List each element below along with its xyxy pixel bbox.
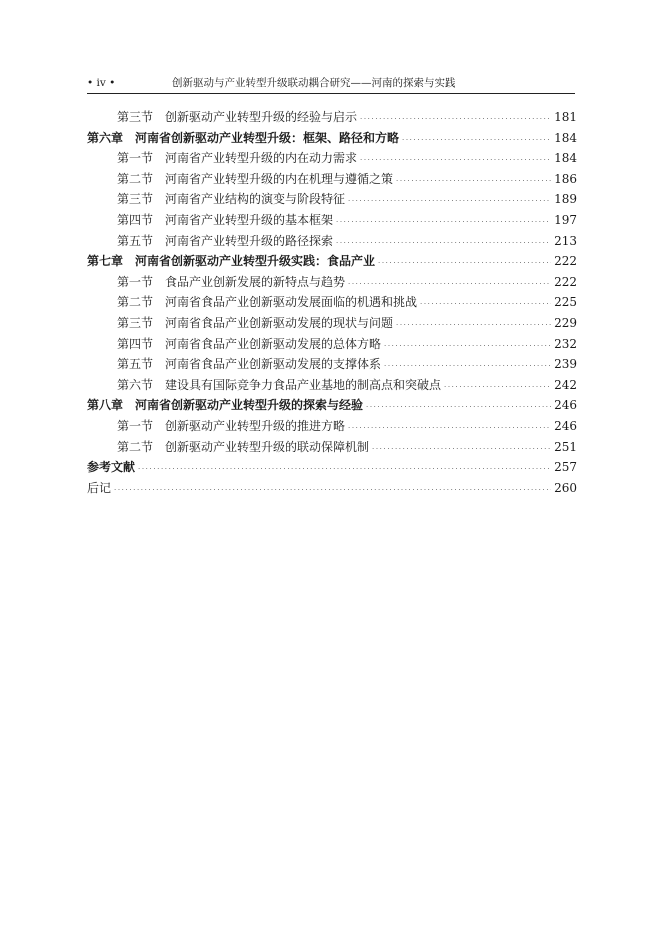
- toc-entry-title: 河南省食品产业创新驱动发展面临的机遇和挑战: [165, 295, 418, 310]
- toc-entry-page-number: 184: [554, 130, 577, 145]
- toc-section-entry: [87, 169, 577, 190]
- dot-leader: [114, 480, 551, 501]
- toc-entry-title: 河南省产业转型升级的路径探索: [165, 233, 334, 248]
- toc-entry-page-number: 197: [554, 212, 577, 227]
- toc-entry-page-number: 225: [554, 295, 577, 310]
- toc-entry-number: 第六章: [87, 130, 124, 145]
- toc-entry-page-number: 181: [554, 110, 577, 124]
- toc-entry-number: 第四节: [117, 212, 154, 227]
- toc-entry-page-number: 251: [554, 439, 577, 454]
- toc-entry-page-number: 184: [554, 151, 577, 166]
- toc-entry-page-number: 246: [554, 418, 577, 433]
- toc-entry-title: 河南省食品产业创新驱动发展的总体方略: [165, 336, 382, 351]
- toc-entry-page-number: 222: [554, 254, 577, 269]
- toc-section-entry: [87, 189, 577, 210]
- dot-leader: [396, 315, 551, 336]
- toc-entry-title: 河南省产业转型升级的基本框架: [165, 212, 334, 227]
- toc-entry-title: 河南省食品产业创新驱动发展的支撑体系: [165, 357, 382, 372]
- table-of-contents: [87, 107, 577, 498]
- toc-entry-page-number: 239: [554, 357, 577, 372]
- toc-entry-title: 食品产业创新发展的新特点与趋势: [165, 274, 346, 289]
- dot-leader: [360, 150, 551, 171]
- toc-entry-number: 第六节: [117, 377, 154, 392]
- toc-entry-page-number: 186: [554, 171, 577, 186]
- dot-leader: [366, 397, 551, 418]
- dot-leader: [360, 109, 551, 130]
- toc-section-entry: [87, 210, 577, 231]
- toc-entry-number: 第一节: [117, 151, 154, 166]
- toc-section-entry: [87, 437, 577, 458]
- toc-entry-number: 第三节: [117, 192, 154, 207]
- toc-entry-title: 河南省食品产业创新驱动发展的现状与问题: [165, 315, 394, 330]
- toc-entry-page-number: 257: [554, 460, 577, 475]
- toc-entry-number: 第三节: [117, 315, 154, 330]
- toc-entry-page-number: 242: [554, 377, 577, 392]
- toc-entry-number: 第一节: [117, 274, 154, 289]
- toc-entry-number: 第二节: [117, 171, 154, 186]
- dot-leader: [336, 212, 551, 233]
- toc-entry-title: 河南省产业转型升级的内在机理与遵循之策: [165, 171, 394, 186]
- toc-entry-title: 河南省产业转型升级的内在动力需求: [165, 151, 358, 166]
- toc-entry-number: 第三节: [117, 110, 154, 124]
- toc-chapter-entry: [87, 457, 577, 478]
- toc-chapter-entry: [87, 128, 577, 149]
- toc-entry-number: 第八章: [87, 398, 124, 413]
- toc-entry-page-number: 246: [554, 398, 577, 413]
- toc-entry-title: 河南省创新驱动产业转型升级的探索与经验: [135, 398, 364, 413]
- toc-entry-number: 第二节: [117, 439, 154, 454]
- toc-entry-title: 建设具有国际竞争力食品产业基地的制高点和突破点: [165, 377, 442, 392]
- toc-section-entry: [87, 334, 577, 355]
- toc-entry: [87, 478, 577, 499]
- dot-leader: [420, 294, 551, 315]
- book-title: 创新驱动与产业转型升级联动耦合研究——河南的探索与实践: [172, 77, 456, 89]
- dot-leader: [372, 439, 551, 460]
- toc-entry-number: 第四节: [117, 336, 154, 351]
- dot-leader: [348, 418, 551, 439]
- toc-entry-number: 第五节: [117, 233, 154, 248]
- toc-entry-title: 河南省产业结构的演变与阶段特征: [165, 192, 346, 207]
- dot-leader: [348, 274, 551, 295]
- toc-entry-page-number: 229: [554, 315, 577, 330]
- toc-entry-title: 创新驱动产业转型升级的联动保障机制: [165, 439, 370, 454]
- dot-leader: [348, 191, 551, 212]
- toc-section-entry: [87, 231, 577, 252]
- page-number: • iv •: [87, 77, 116, 89]
- toc-entry-number: 第五节: [117, 357, 154, 372]
- dot-leader: [138, 459, 551, 480]
- toc-section-entry: [87, 272, 577, 293]
- toc-entry-title: 后记: [87, 480, 112, 495]
- toc-section-entry: [87, 416, 577, 437]
- toc-entry-page-number: 232: [554, 336, 577, 351]
- toc-entry-page-number: 189: [554, 192, 577, 207]
- toc-entry-title: 河南省创新驱动产业转型升级实践：食品产业: [135, 254, 376, 269]
- toc-entry-title: 河南省创新驱动产业转型升级：框架、路径和方略: [135, 130, 400, 145]
- header-rule: [87, 93, 575, 94]
- toc-entry-page-number: 260: [554, 480, 577, 495]
- running-header: [87, 76, 575, 90]
- dot-leader: [384, 356, 551, 377]
- toc-entry-number: 第七章: [87, 254, 124, 269]
- toc-entry-page-number: 213: [554, 233, 577, 248]
- toc-entry-number: 第一节: [117, 418, 154, 433]
- dot-leader: [336, 233, 551, 254]
- toc-entry-title: 创新驱动产业转型升级的推进方略: [165, 418, 346, 433]
- dot-leader: [396, 171, 551, 192]
- toc-entry-title: 参考文献: [87, 460, 136, 475]
- dot-leader: [444, 377, 551, 398]
- toc-entry-page-number: 222: [554, 274, 577, 289]
- toc-chapter-entry: [87, 395, 577, 416]
- toc-entry-number: 第二节: [117, 295, 154, 310]
- toc-section-entry: [87, 375, 577, 396]
- toc-section-entry: [87, 107, 577, 128]
- dot-leader: [402, 130, 551, 151]
- toc-section-entry: [87, 148, 577, 169]
- toc-chapter-entry: [87, 251, 577, 272]
- toc-entry-title: 创新驱动产业转型升级的经验与启示: [165, 110, 358, 124]
- toc-section-entry: [87, 313, 577, 334]
- dot-leader: [384, 336, 551, 357]
- dot-leader: [378, 253, 551, 274]
- toc-section-entry: [87, 292, 577, 313]
- toc-section-entry: [87, 354, 577, 375]
